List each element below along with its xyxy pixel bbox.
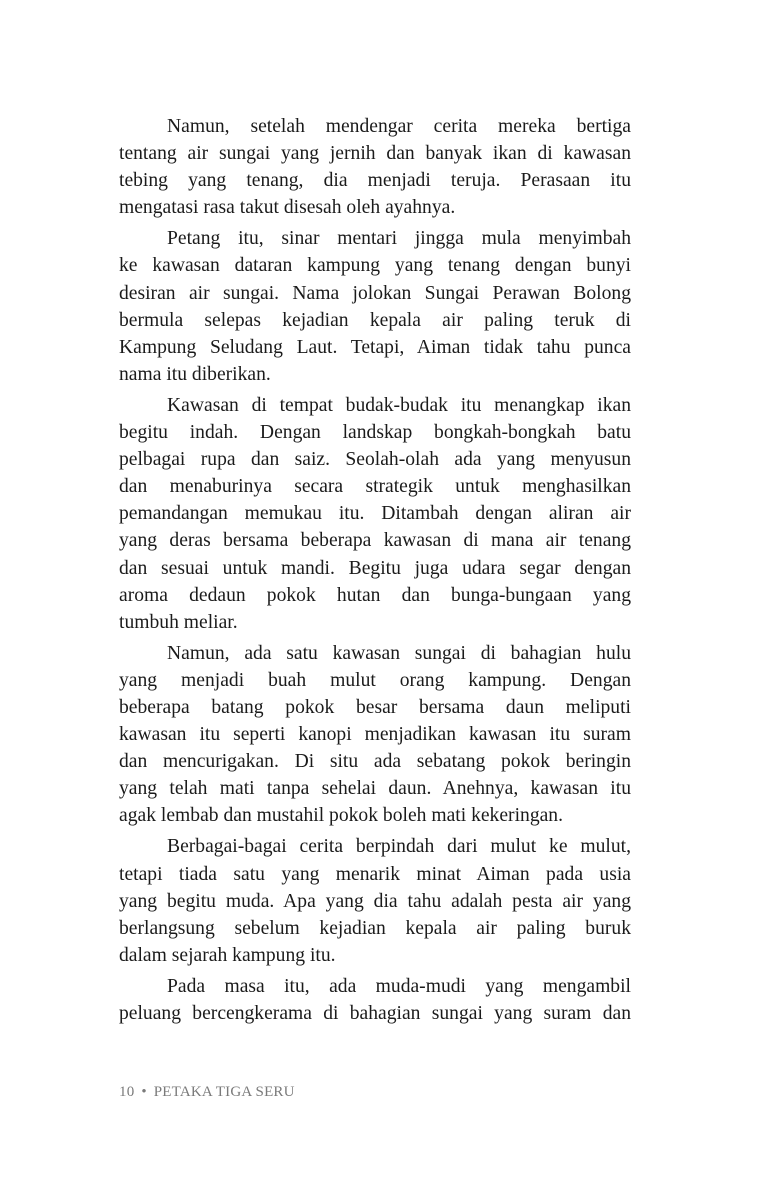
text-line: beberapa batang pokok besar bersama daun meliputi [119, 696, 631, 718]
paragraph [119, 833, 631, 968]
text-line: tetapi tiada satu yang menarik minat Aiman pada usia [119, 863, 631, 885]
paragraph [119, 225, 631, 388]
text-line: bermula selepas kejadian kepala air paling teruk di [119, 309, 631, 331]
text-line: Kampung Seludang Laut. Tetapi, Aiman tidak tahu punca [119, 336, 631, 358]
text-line: berlangsung sebelum kejadian kepala air paling buruk [119, 917, 631, 939]
text-line: ke kawasan dataran kampung yang tenang dengan bunyi [119, 255, 631, 277]
text-line: Namun, ada satu kawasan sungai di bahagian hulu [167, 642, 631, 664]
text-line: yang menjadi buah mulut orang kampung. Dengan [119, 669, 631, 691]
text-line: dan menaburinya secara strategik untuk menghasilkan [119, 476, 631, 498]
paragraph [119, 973, 631, 1027]
text-line: desiran air sungai. Nama jolokan Sungai Perawan Bolong [119, 282, 631, 304]
text-line: nama itu diberikan. [119, 363, 271, 385]
footer-separator: • [141, 1084, 147, 1100]
text-line: Pada masa itu, ada muda-mudi yang mengambil [167, 975, 631, 997]
text-line: yang telah mati tanpa sehelai daun. Anehnya, kawasan itu [119, 778, 631, 800]
text-line: agak lembab dan mustahil pokok boleh mati kekeringan. [119, 805, 564, 827]
text-line: yang deras bersama beberapa kawasan di mana air tenang [119, 530, 631, 552]
page-body [119, 113, 631, 1031]
text-line: Berbagai-bagai cerita berpindah dari mulut ke mulut, [167, 836, 631, 858]
text-line: begitu indah. Dengan landskap bongkah-bongkah batu [119, 422, 631, 444]
text-line: kawasan itu seperti kanopi menjadikan kawasan itu suram [119, 724, 631, 746]
text-line: pemandangan memukau itu. Ditambah dengan aliran air [119, 503, 631, 525]
text-line: dan mencurigakan. Di situ ada sebatang pokok beringin [119, 751, 631, 773]
text-line: Petang itu, sinar mentari jingga mula menyimbah [167, 228, 631, 250]
paragraph [119, 113, 631, 221]
text-line: tebing yang tenang, dia menjadi teruja. Perasaan itu [119, 170, 631, 192]
text-line: dan sesuai untuk mandi. Begitu juga udara segar dengan [119, 557, 631, 579]
text-line: Kawasan di tempat budak-budak itu menangkap ikan [167, 394, 631, 416]
text-line: Namun, setelah mendengar cerita mereka bertiga [167, 116, 631, 137]
text-line: tumbuh meliar. [119, 611, 238, 633]
paragraph [119, 392, 631, 636]
paragraph [119, 640, 631, 830]
text-line: pelbagai rupa dan saiz. Seolah-olah ada yang menyusun [119, 449, 631, 471]
book-title: PETAKA TIGA SERU [153, 1084, 295, 1100]
text-line: tentang air sungai yang jernih dan banyak ikan di kawasan [119, 143, 631, 165]
text-line: peluang bercengkerama di bahagian sungai yang suram dan [119, 1003, 631, 1024]
text-line: dalam sejarah kampung itu. [119, 944, 336, 966]
text-line: mengatasi rasa takut disesah oleh ayahnya. [119, 197, 456, 219]
page-number: 10 [119, 1084, 135, 1100]
text-line: aroma dedaun pokok hutan dan bunga-bungaan yang [119, 584, 631, 606]
text-line: yang begitu muda. Apa yang dia tahu adalah pesta air yang [119, 890, 631, 912]
page-footer [119, 1084, 295, 1101]
